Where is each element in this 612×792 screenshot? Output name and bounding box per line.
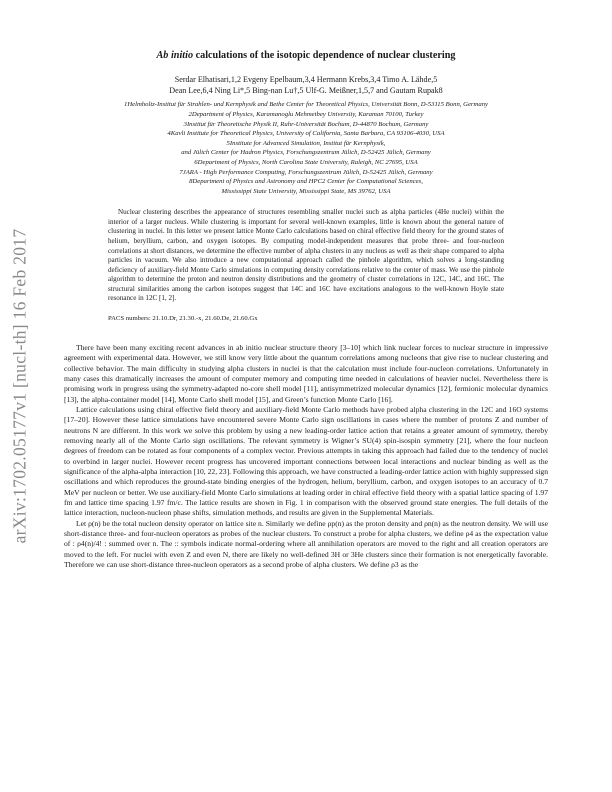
affiliation: 5Institute for Advanced Simulation, Institut für Kernphysik, bbox=[226, 139, 386, 147]
affiliation: 6Department of Physics, North Carolina State University, Raleigh, NC 27695, USA bbox=[194, 158, 418, 166]
arxiv-identifier: arXiv:1702.05177v1 [nucl-th] 16 Feb 2017 bbox=[9, 228, 30, 544]
affiliation: 2Department of Physics, Karamanoglu Mehmetbey University, Karaman 70100, Turkey bbox=[188, 111, 424, 118]
affiliation: 3Institut für Theoretische Physik II, Ruhr-Universität Bochum, D-44870 Bochum, Germany bbox=[183, 120, 429, 128]
pacs-numbers: PACS numbers: 21.10.Dr, 21.30.-x, 21.60.De, 21.60.Gx bbox=[108, 314, 258, 322]
body-paragraph: Let ρ(n) be the total nucleon density operator on lattice site n. Similarly we define ρp(n) as the proton density and ρn(n) as the neutron density. We will use short-distance three- and four-nucleon operators as probes of the nuclear clusters. To construct a probe for alpha clusters, we define ρ4 as the expectation value of : ρ4(n)/4! : summed over n. The :: symbols indicate normal-ordering where all annihilation operators are moved to the right and all creation operators are moved to the left. For nuclei with even Z and even N, there are likely no well-defined 3H or 3He clusters since their formation is not energetically favorable. Therefore we can use short-distance three-nucleon operators as a second probe of alpha clusters. We define ρ3 as the bbox=[64, 518, 548, 570]
paper-title-rest: calculations of the isotopic dependence of nuclear clustering bbox=[193, 50, 456, 61]
body-paragraph: Lattice calculations using chiral effective field theory and auxiliary-field Monte Carlo methods have probed alpha clustering in the 12C and 16O systems [17–20]. However these lattice simulations have encountered severe Monte Carlo sign oscillations in cases where the number of protons Z and number of neutrons N are different. In this work we solve this problem by using a new leading-order lattice action that retains a greater amount of symmetry, thereby removing nearly all of the Monte Carlo sign oscillations. The relevant symmetry is Wigner’s SU(4) spin-isospin symmetry [21], where the four nucleon degrees of freedom can be rotated as four components of a complex vector. Previous attempts in taking this approach had failed due to the tendency of nuclei to overbind in larger nuclei. However recent progress has uncovered important connections between local interactions and nuclear binding as well as the significance of the alpha-alpha interaction [10, 22, 23]. Following this approach, we have constructed a leading-order lattice action with highly suppressed sign oscillations and which reproduces the ground-state binding energies of the hydrogen, helium, beryllium, carbon, and oxygen isotopes to an accuracy of 0.7 MeV per nucleon or better. We use auxiliary-field Monte Carlo simulations at leading order in chiral effective field theory with a spatial lattice spacing of 1.97 fm and lattice time spacing 1.97 fm/c. The lattice results are shown in Fig. 1 in comparison with the observed ground state energies. The full details of the lattice interaction, nucleon-nucleon phase shifts, simulation methods, and results are given in the Supplemental Materials. bbox=[64, 404, 548, 518]
author-list bbox=[110, 74, 502, 96]
paper-title-italic: Ab initio bbox=[156, 50, 194, 61]
affiliation: 1Helmholtz-Institut für Strahlen- und Kernphysik and Bethe Center for Theoretical Physics, Universität Bonn, D-53115 Bonn, Germany bbox=[123, 101, 489, 109]
affiliation: 4Kavli Institute for Theoretical Physics, University of California, Santa Barbara, CA 93106-4030, USA bbox=[167, 130, 445, 138]
affiliation: and Jülich Center for Hadron Physics, Forschungszentrum Jülich, D-52425 Jülich, Germany bbox=[181, 149, 431, 157]
arxiv-identifier-stamp bbox=[6, 206, 34, 566]
affiliation: 8Department of Physics and Astronomy and HPC2 Center for Computational Sciences, bbox=[189, 178, 423, 186]
paper-title bbox=[64, 50, 548, 61]
affiliation: 7JARA - High Performance Computing, Forschungszentrum Jülich, D-52425 Jülich, Germany bbox=[179, 168, 433, 176]
paper-page bbox=[64, 50, 548, 570]
body-paragraph: There have been many exciting recent advances in ab initio nuclear structure theory [3–10] which link nuclear forces to nuclear structure in impressive agreement with experimental data. However, we still know very little about the quantum correlations among nucleons that give rise to nuclear clustering and collective behavior. The main difficulty in studying alpha clusters in nuclei is that the calculation must include four-nucleon correlations. Unfortunately in many cases this dramatically increases the amount of computer memory and computing time needed in calculations of heavier nuclei. Nevertheless there is promising work in progress using the symmetry-adapted no-core shell model [11], antisymmetrized molecular dynamics [12], fermionic molecular dynamics [13], the alpha-container model [14], Monte Carlo shell model [15], and Green’s function Monte Carlo [16]. bbox=[64, 342, 548, 404]
author-line: Dean Lee,6,4 Ning Li*,5 Bing-nan Lu†,5 Ulf-G. Meißner,1,5,7 and Gautam Rupak8 bbox=[169, 86, 443, 96]
affiliation: Mississippi State University, Mississippi State, MS 39762, USA bbox=[221, 187, 391, 195]
author-line: Serdar Elhatisari,1,2 Evgeny Epelbaum,3,4 Hermann Krebs,3,4 Timo A. Lähde,5 bbox=[174, 75, 438, 84]
affiliation-list bbox=[64, 100, 548, 196]
abstract: Nuclear clustering describes the appearance of structures resembling smaller nuclei such as alpha particles (4He nuclei) within the interior of a larger nucleus. While clustering is important for several well-known examples, little is known about the general nature of clustering in nuclei. In this letter we present lattice Monte Carlo calculations based on chiral effective field theory for the ground states of helium, beryllium, carbon, and oxygen isotopes. By computing model-independent measures that probe three- and four-nucleon correlations at short distances, we determine the effective number of alpha clusters in any nucleus as well as their shape compared to alpha particles in vacuum. We also introduce a new computational approach called the pinhole algorithm, which solves a long-standing deficiency of auxiliary-field Monte Carlo simulations in computing density correlations relative to the center of mass. We use the pinhole algorithm to determine the proton and neutron density distributions and the geometry of cluster correlations in 12C, 14C, and 16C. The structural similarities among the carbon isotopes suggest that 14C and 16C have excitations analogous to the well-known Hoyle state resonance in 12C [1, 2]. bbox=[108, 208, 504, 303]
body-text bbox=[64, 343, 548, 571]
